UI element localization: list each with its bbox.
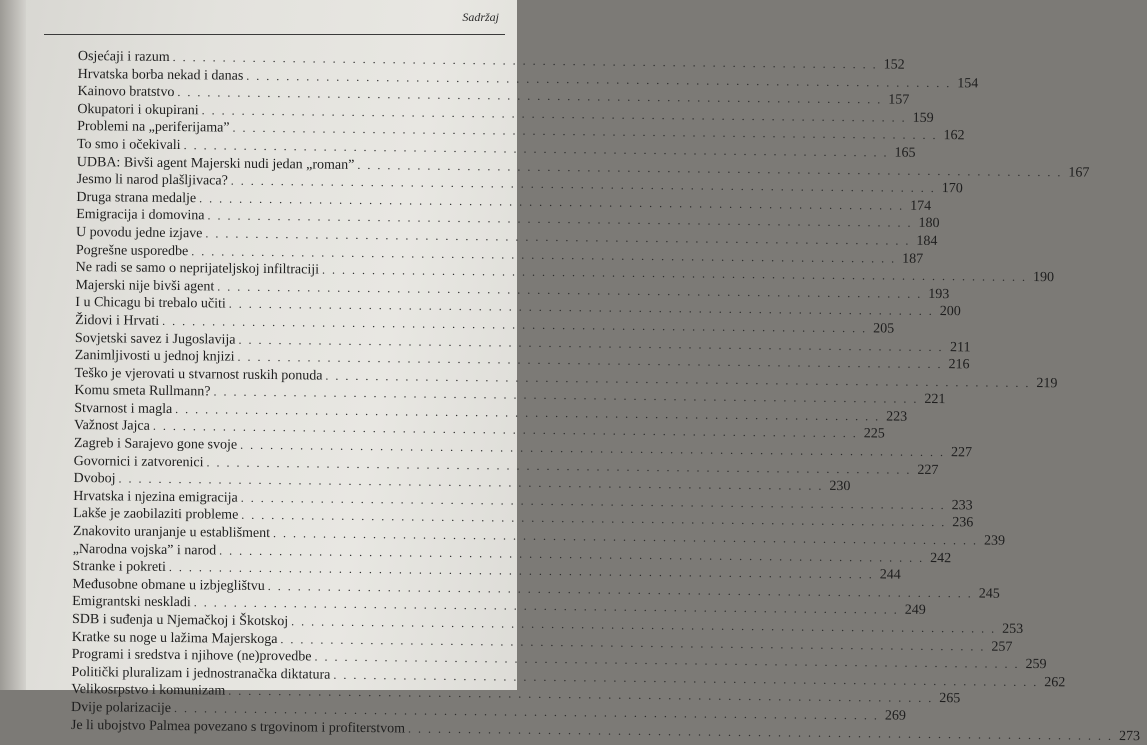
toc-entry-title: Govornici i zatvorenici [73, 453, 204, 470]
toc-entry-title: I u Chicagu bi trebalo učiti [75, 295, 226, 312]
toc-entry-page: 187 [902, 251, 924, 267]
toc-entry-page: 174 [910, 198, 932, 214]
toc-entry-title: Emigrantski neskladi [72, 594, 191, 611]
toc-entry-page: 170 [941, 181, 963, 197]
toc-entry-page: 239 [983, 533, 1006, 549]
toc-entry-title: Politički pluralizam i jednostranačka diktatura [71, 664, 331, 683]
toc-entry-title: Međusobne obmane u izbjeglištvu [72, 576, 265, 594]
toc-entry-page: 236 [952, 515, 974, 531]
toc-entry-page: 227 [917, 462, 939, 478]
toc-entry-title: Komu smeta Rullmann? [74, 383, 211, 400]
running-header: Sadržaj [462, 10, 499, 24]
toc-entry-page: 225 [863, 426, 885, 442]
toc-entry-page: 159 [912, 110, 934, 126]
toc-entry-title: Hrvatska i njezina emigracija [73, 488, 238, 506]
toc-entry-title: Zanimljivosti u jednoj knjizi [74, 348, 235, 365]
toc-entry-title: Programi i sredstva i njihove (ne)provedbe [71, 647, 312, 665]
toc-entry-title: Majerski nije bivši agent [75, 277, 215, 295]
toc-entry-page: 253 [1002, 621, 1024, 637]
toc-entry-page: 152 [883, 57, 905, 73]
toc-entry-title: UDBA: Bivši agent Majerski nudi jedan „roman” [76, 154, 355, 173]
toc-entry-title: Kratke su noge u lažima Majerskoga [71, 629, 278, 647]
toc-entry-title: „Narodna vojska” i narod [72, 541, 217, 559]
toc-entry-title: Je li ubojstvo Palmea povezano s trgovinom i profiterstvom [70, 717, 406, 737]
toc-entry-page: 200 [939, 304, 961, 320]
toc-entry-title: Židovi i Hrvati [75, 312, 160, 329]
toc-entry-title: To smo i očekivali [76, 136, 181, 154]
toc-entry-title: Velikosrpstvo i komunizam [71, 682, 226, 699]
toc-entry-page: 219 [1036, 375, 1058, 391]
toc-entry-title: Emigracija i domovina [76, 207, 205, 224]
toc-entry-page: 257 [991, 639, 1013, 655]
toc-entry-page: 259 [1025, 657, 1047, 673]
toc-entry-page: 245 [978, 586, 1000, 602]
table-of-contents [70, 48, 1141, 744]
toc-entry-title: Dvije polarizacije [71, 699, 172, 716]
toc-entry-title: Pogrešne usporedbe [75, 242, 189, 259]
toc-entry-page: 157 [888, 92, 910, 108]
toc-entry-title: Važnost Jajca [73, 418, 150, 435]
toc-entry [70, 717, 1141, 744]
dot-leader [408, 720, 1113, 745]
toc-entry-page: 167 [1068, 164, 1090, 181]
toc-entry-title: Kainovo bratstvo [77, 84, 175, 101]
toc-entry-page: 230 [829, 479, 851, 495]
toc-entry-page: 190 [1032, 270, 1055, 286]
toc-entry-title: Okupatori i okupirani [77, 101, 199, 119]
toc-entry-title: Problemi na „periferijama” [77, 119, 230, 136]
toc-entry-page: 223 [886, 409, 908, 425]
toc-entry-page: 162 [943, 128, 965, 144]
toc-entry-page: 269 [884, 708, 907, 724]
toc-entry-title: U povodu jedne izjave [75, 224, 203, 242]
toc-entry-page: 233 [951, 498, 973, 514]
toc-entry-page: 184 [916, 233, 938, 249]
toc-entry-page: 227 [951, 445, 973, 461]
page-binding-edge [0, 0, 26, 690]
toc-entry-page: 242 [930, 550, 952, 566]
toc-entry-title: Dvoboj [73, 471, 116, 487]
toc-entry-page: 244 [879, 567, 901, 583]
toc-entry-title: Znakovito uranjanje u establišment [72, 524, 271, 542]
toc-entry-page: 211 [949, 339, 971, 355]
toc-entry-title: Druga strana medalje [76, 189, 197, 206]
toc-entry-title: Teško je vjerovati u stvarnost ruskih ponuda [74, 365, 323, 384]
toc-entry-page: 180 [918, 216, 940, 232]
toc-entry-page: 249 [904, 603, 926, 619]
toc-entry-title: SDB i suđenja u Njemačkoj i Škotskoj [71, 611, 289, 630]
toc-entry-page: 165 [894, 145, 916, 161]
toc-entry-page: 221 [924, 392, 946, 408]
toc-entry-page: 154 [957, 75, 979, 92]
toc-entry-page: 265 [939, 691, 961, 707]
toc-entry-page: 273 [1118, 728, 1141, 744]
toc-entry-title: Stvarnost i magla [74, 400, 173, 417]
toc-entry-page: 262 [1044, 674, 1066, 691]
toc-entry-title: Jesmo li narod plašljivaca? [76, 172, 228, 189]
toc-entry-title: Ne radi se samo o neprijateljskoj infiltraciji [75, 260, 320, 278]
toc-entry-title: Lakše je zaobilaziti probleme [73, 506, 239, 524]
toc-entry-title: Stranke i pokreti [72, 559, 166, 576]
toc-entry-title: Hrvatska borba nekad i danas [77, 66, 244, 84]
toc-entry-title: Zagreb i Sarajevo gone svoje [73, 436, 238, 453]
toc-entry-title: Osjećaji i razum [77, 48, 170, 65]
toc-entry-page: 193 [928, 286, 950, 302]
header-rule [44, 34, 505, 35]
toc-entry-title: Sovjetski savez i Jugoslavija [74, 330, 236, 348]
toc-entry-page: 216 [948, 357, 970, 373]
toc-entry-page: 205 [873, 321, 895, 337]
